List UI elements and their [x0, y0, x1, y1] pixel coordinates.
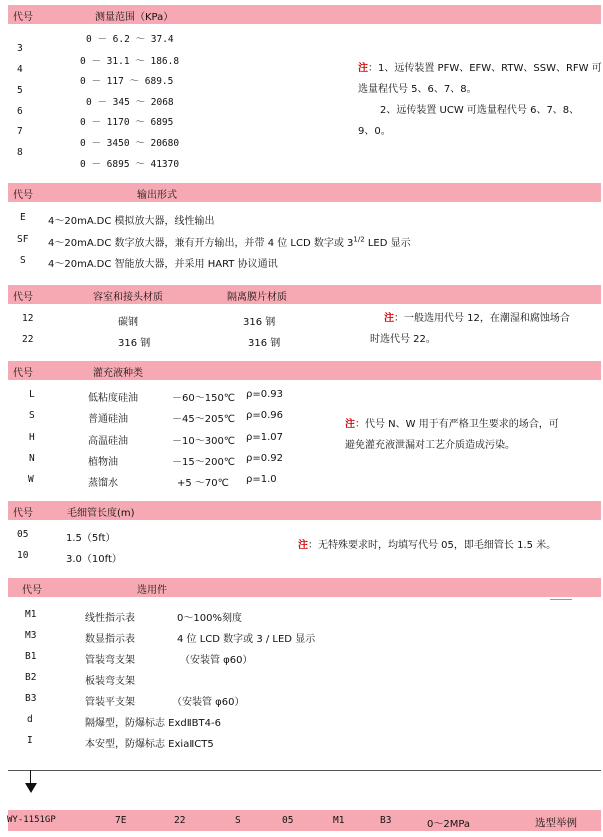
- note-label: 注: [345, 419, 355, 430]
- range-header-title: 测量范围（KPa）: [95, 12, 174, 23]
- note-line: 时选代号 22。: [370, 334, 436, 345]
- example-bar: [8, 810, 601, 831]
- fill-name: 植物油: [88, 457, 118, 468]
- material-header-chamber: 容室和接头材质: [93, 292, 163, 303]
- fill-density: ρ=0.93: [246, 389, 283, 400]
- option-name: 管装平支架: [85, 697, 135, 708]
- range-code: 3: [17, 43, 23, 54]
- fill-temp: －10～300℃: [172, 436, 236, 447]
- output-desc: 4～20mA.DC 模拟放大器，线性输出: [48, 216, 215, 227]
- material-header-diaphragm: 隔离膜片材质: [227, 292, 287, 303]
- example-cell: 22: [174, 815, 186, 826]
- divider-line: [8, 770, 601, 771]
- note-line: 2、远传装置 UCW 可选量程代号 6、7、8、: [380, 105, 580, 116]
- fill-temp: －15～200℃: [172, 457, 236, 468]
- note-line: ：一般选用代号 12，在潮湿和腐蚀场合: [394, 313, 570, 324]
- example-cell: B3: [380, 815, 392, 826]
- example-cell: 05: [282, 815, 294, 826]
- option-name: 板装弯支架: [85, 676, 135, 687]
- option-code: d: [27, 714, 33, 725]
- option-spec: 4 位 LCD 数字或 3 / LED 显示: [177, 634, 316, 645]
- fill-density: ρ=0.96: [246, 410, 283, 421]
- material-chamber: 316 钢: [118, 338, 151, 349]
- example-cell: 7E: [115, 815, 127, 826]
- capillary-note: [298, 535, 556, 556]
- material-code: 12: [22, 313, 34, 324]
- output-code: SF: [17, 234, 29, 245]
- material-header-code: 代号: [13, 292, 33, 303]
- option-spec: （安装管 φ60）: [180, 655, 253, 666]
- fill-name: 低粘度硅油: [88, 393, 138, 404]
- material-diaphragm: 316 钢: [248, 338, 281, 349]
- material-chamber: 碳钢: [118, 317, 138, 328]
- note-line: 9、0。: [358, 126, 391, 137]
- fill-code: N: [29, 453, 35, 464]
- range-header-code: 代号: [13, 12, 33, 23]
- output-header-title: 输出形式: [137, 190, 177, 201]
- fill-header-code: 代号: [13, 368, 33, 379]
- fill-temp: －60～150℃: [172, 393, 236, 404]
- range-value: 0 － 1170 ～ 6895: [80, 117, 174, 128]
- example-cell: 0～2MPa: [427, 819, 471, 830]
- fill-name: 蒸馏水: [88, 478, 118, 489]
- fill-code: H: [29, 432, 35, 443]
- options-header-code: 代号: [22, 585, 42, 596]
- range-note: [358, 58, 602, 142]
- fill-temp: +5 ～70℃: [177, 478, 229, 489]
- arrow-stem: [30, 770, 31, 784]
- range-value: 0 － 3450 ～ 20680: [80, 138, 180, 149]
- output-code: E: [20, 212, 26, 223]
- option-spec: （安装管 φ60）: [172, 697, 245, 708]
- option-name: 线性指示表: [85, 613, 135, 624]
- output-desc: 4～20mA.DC 智能放大器，并采用 HART 协议通讯: [48, 259, 278, 270]
- option-code: B1: [25, 651, 37, 662]
- option-code: M3: [25, 630, 37, 641]
- output-code: S: [20, 255, 26, 266]
- range-value: 0 － 6.2 ～ 37.4: [86, 34, 174, 45]
- output-header-bar: [8, 183, 601, 202]
- capillary-code: 05: [17, 529, 29, 540]
- example-cell: S: [235, 815, 241, 826]
- range-code: 7: [17, 126, 23, 137]
- note-line: 避免灌充液泄漏对工艺介质造成污染。: [345, 440, 515, 451]
- option-spec: 0～100%刻度: [177, 613, 242, 624]
- capillary-header-title: 毛细管长度(m): [67, 508, 135, 519]
- range-value: 0 － 6895 ～ 41370: [80, 159, 180, 170]
- note-label: 注: [298, 540, 308, 551]
- output-desc: 4～20mA.DC 数字放大器，兼有开方输出，并带 4 位 LCD 数字或 $3^{1/2}$ LED 显示: [48, 235, 411, 249]
- note-line: ：代号 N、W 用于有严格卫生要求的场合，可: [355, 419, 559, 430]
- material-diaphragm: 316 钢: [243, 317, 276, 328]
- fill-name: 普通硅油: [88, 414, 128, 425]
- arrow-down-icon: [25, 783, 37, 793]
- capillary-length: 1.5（5ft）: [66, 533, 116, 544]
- fill-name: 高温硅油: [88, 436, 128, 447]
- material-note: [370, 308, 570, 350]
- note-line: 选量程代号 5、6、7、8。: [358, 84, 477, 95]
- fill-note: [345, 414, 559, 456]
- capillary-header-code: 代号: [13, 508, 33, 519]
- fill-density: ρ=0.92: [246, 453, 283, 464]
- option-name: 数显指示表: [85, 634, 135, 645]
- option-name: 管装弯支架: [85, 655, 135, 666]
- range-value: 0 － 345 ～ 2068: [86, 97, 174, 108]
- note-label: 注: [358, 63, 368, 74]
- option-name: 本安型，防爆标志 ExiaⅡCT5: [85, 739, 214, 750]
- options-header-title: 选用件: [137, 585, 167, 596]
- fill-code: S: [29, 410, 35, 421]
- example-cell: M1: [333, 815, 345, 826]
- fill-header-title: 灌充液种类: [93, 368, 143, 379]
- range-code: 5: [17, 85, 23, 96]
- fill-density: ρ=1.07: [246, 432, 283, 443]
- capillary-length: 3.0（10ft）: [66, 554, 122, 565]
- output-header-code: 代号: [13, 190, 33, 201]
- capillary-code: 10: [17, 550, 29, 561]
- fill-code: W: [28, 474, 34, 485]
- option-code: M1: [25, 609, 37, 620]
- range-code: 8: [17, 147, 23, 158]
- fill-density: ρ=1.0: [246, 474, 277, 485]
- divider: [550, 599, 572, 600]
- option-code: B3: [25, 693, 37, 704]
- fill-code: L: [29, 389, 35, 400]
- fill-temp: －45～205℃: [172, 414, 236, 425]
- range-value: 0 － 117 ～ 689.5: [80, 76, 174, 87]
- option-code: I: [27, 735, 33, 746]
- option-code: B2: [25, 672, 37, 683]
- range-code: 6: [17, 106, 23, 117]
- material-code: 22: [22, 334, 34, 345]
- note-label: 注: [384, 313, 394, 324]
- options-header-bar: [8, 578, 601, 597]
- note-line: ：1、远传装置 PFW、EFW、RTW、SSW、RFW 可: [368, 63, 602, 74]
- option-name: 隔爆型，防爆标志 ExdⅡBT4-6: [85, 718, 221, 729]
- range-value: 0 － 31.1 ～ 186.8: [80, 56, 180, 67]
- example-cell: WY-1151GP: [7, 815, 56, 825]
- example-label: 选型举例: [535, 817, 577, 829]
- range-code: 4: [17, 64, 23, 75]
- note-line: ：无特殊要求时，均填写代号 05，即毛细管长 1.5 米。: [308, 540, 557, 551]
